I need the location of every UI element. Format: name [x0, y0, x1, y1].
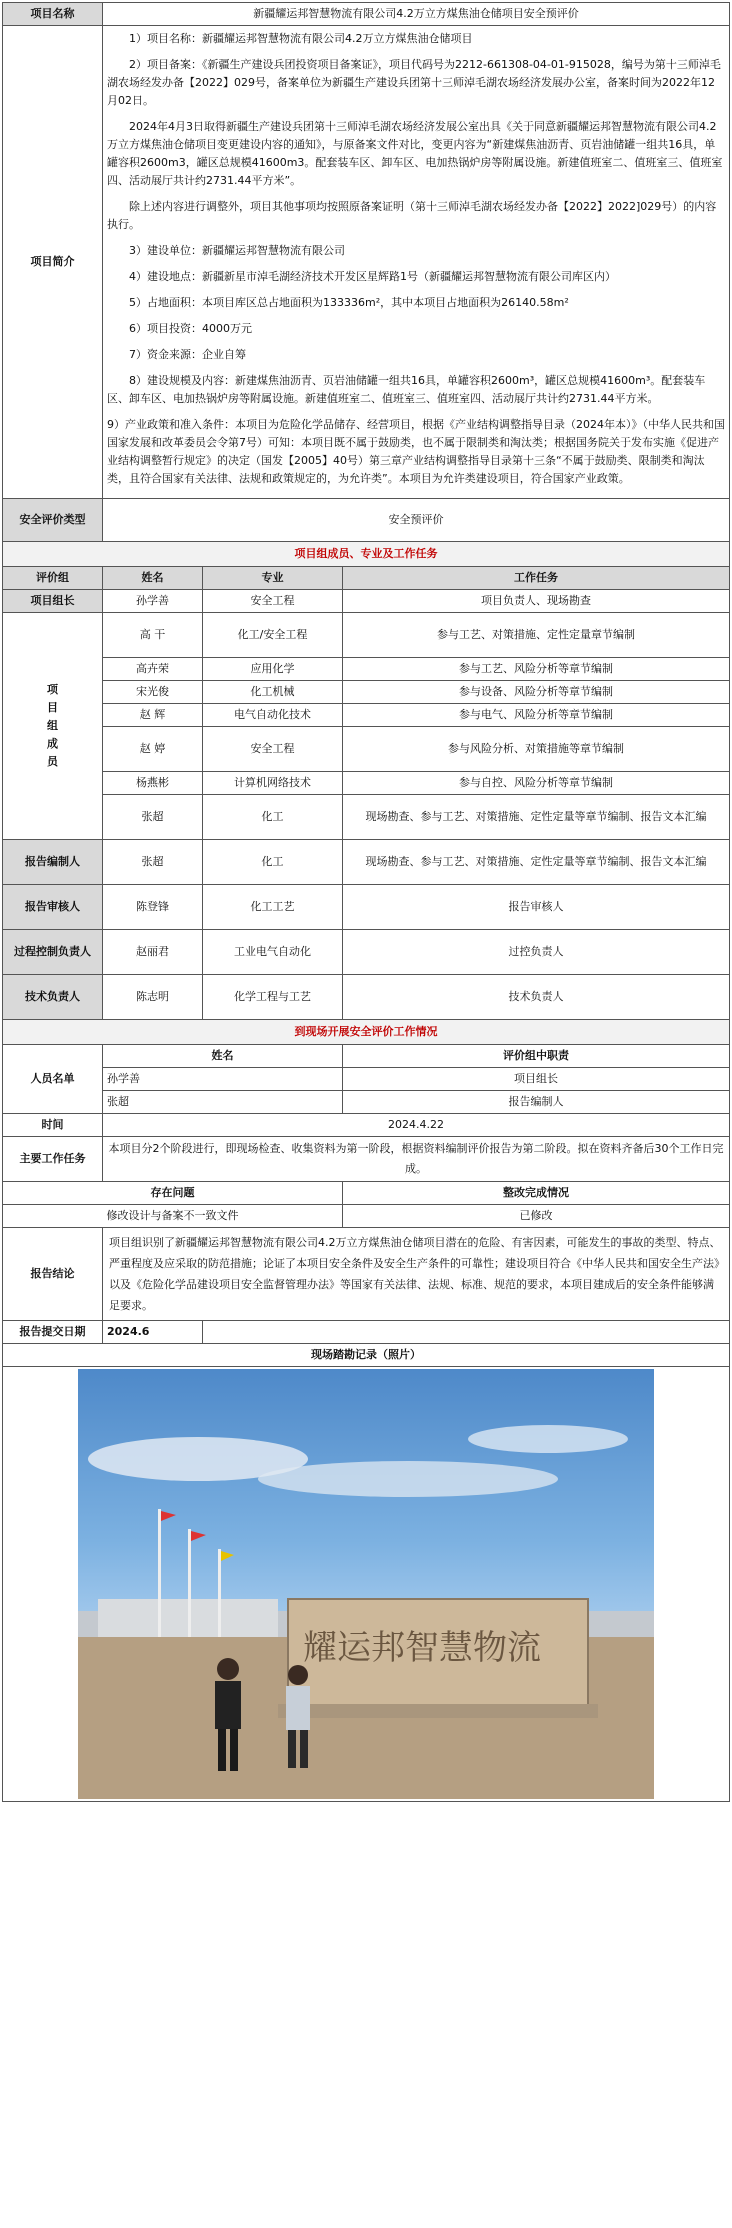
- issue-value: 修改设计与备案不一致文件: [3, 1205, 343, 1228]
- table-row: [3, 1137, 730, 1182]
- table-row: [3, 1091, 730, 1114]
- intro-paragraph: 6）项目投资：4000万元: [129, 322, 252, 335]
- table-row: [3, 681, 730, 704]
- submit-date-blank: [203, 1321, 730, 1344]
- col-header-group: 评价组: [3, 567, 103, 590]
- team-header-row: [3, 567, 730, 590]
- col-header-name: 姓名: [103, 567, 203, 590]
- member-major: 计算机网络技术: [203, 772, 343, 795]
- member-major: 化学工程与工艺: [203, 975, 343, 1020]
- member-task: 参与电气、风险分析等章节编制: [343, 704, 730, 727]
- member-major: 化工: [203, 795, 343, 840]
- member-name: 高卉荣: [103, 658, 203, 681]
- conclusion-value: 项目组识别了新疆耀运邦智慧物流有限公司4.2万立方煤焦油仓储项目潜在的危险、有害因素，可能发生的事故的类型、特点、严重程度及应采取的防范措施；论证了本项目安全条件及安全生产条件的可靠性；建设项目符合《中华人民共和国安全生产法》以及《危险化学品建设项目安全监督管理办法》等国家有关法律、法规、标准、规范的要求，本项目建成后的安全条件能够满足要求。: [103, 1228, 730, 1321]
- table-row: [3, 590, 730, 613]
- member-task: 过控负责人: [343, 930, 730, 975]
- photo-sign-text: 耀运邦智慧物流: [303, 1628, 541, 1668]
- fix-header: 整改完成情况: [343, 1182, 730, 1205]
- personnel-name-header: 姓名: [103, 1045, 343, 1068]
- table-row: [3, 1114, 730, 1137]
- team-section-title: 项目组成员、专业及工作任务: [3, 542, 730, 567]
- project-name-label: 项目名称: [3, 3, 103, 26]
- table-row: [3, 658, 730, 681]
- member-name: 孙学善: [103, 590, 203, 613]
- member-major: 电气自动化技术: [203, 704, 343, 727]
- member-task: 参与自控、风险分析等章节编制: [343, 772, 730, 795]
- fix-value: 已修改: [343, 1205, 730, 1228]
- member-task: 项目负责人、现场勘查: [343, 590, 730, 613]
- writer-label: 报告编制人: [3, 840, 103, 885]
- member-major: 工业电气自动化: [203, 930, 343, 975]
- table-row: [3, 1045, 730, 1068]
- member-task: 现场勘查、参与工艺、对策措施、定性定量等章节编制、报告文本汇编: [343, 795, 730, 840]
- member-name: 宋光俊: [103, 681, 203, 704]
- photo-cell: [3, 1367, 730, 1802]
- member-name: 赵 辉: [103, 704, 203, 727]
- personnel-label: 人员名单: [3, 1045, 103, 1114]
- main-task-label: 主要工作任务: [3, 1137, 103, 1182]
- project-name-row: [3, 3, 730, 26]
- member-major: 安全工程: [203, 727, 343, 772]
- member-major: 安全工程: [203, 590, 343, 613]
- person-duty: 项目组长: [343, 1068, 730, 1091]
- member-name: 赵 婷: [103, 727, 203, 772]
- members-label: 项目组成员: [3, 613, 103, 840]
- project-intro-row: [3, 26, 730, 499]
- main-task-value: 本项目分2个阶段进行，即现场检查、收集资料为第一阶段，根据资料编制评价报告为第二阶段。拟在资料齐备后30个工作日完成。: [103, 1137, 730, 1182]
- intro-paragraph: 除上述内容进行调整外，项目其他事项均按照原备案证明（第十三师淖毛湖农场经发办备【2022】2022]029号）的内容执行。: [107, 200, 717, 231]
- intro-paragraph: 4）建设地点：新疆新星市淖毛湖经济技术开发区星辉路1号（新疆耀运邦智慧物流有限公司库区内）: [129, 270, 616, 283]
- photo-title: 现场踏勘记录（照片）: [3, 1344, 730, 1367]
- site-photo: [78, 1369, 654, 1799]
- table-row: [3, 772, 730, 795]
- time-value: 2024.4.22: [103, 1114, 730, 1137]
- tech-lead-label: 技术负责人: [3, 975, 103, 1020]
- issue-header: 存在问题: [3, 1182, 343, 1205]
- intro-paragraph: 8）建设规模及内容：新建煤焦油沥青、页岩油储罐一组共16具，单罐容积2600m³，罐区总规模41600m³。配套装车区、卸车区、电加热锅炉房等附属设施。新建值班室二、值班室三、值班室四、活动展厅共计约2731.44平方米。: [107, 374, 706, 405]
- reviewer-label: 报告审核人: [3, 885, 103, 930]
- member-task: 现场勘查、参与工艺、对策措施、定性定量等章节编制、报告文本汇编: [343, 840, 730, 885]
- intro-paragraph: 2024年4月3日取得新疆生产建设兵团第十三师淖毛湖农场经济发展公室出具《关于同意新疆耀运邦智慧物流有限公司4.2万立方煤焦油仓储项目变更建设内容的通知》，与原备案文件对比，变更内容为“新建煤焦油沥青、页岩油储罐一组共16具，单罐容积2600m3，罐区总规模41600m3。配套装车区、卸车区、电加热锅炉房等附属设施。新建值班室二、值班室三、值班室四、活动展厅共计约2731.44平方米”。: [107, 120, 723, 187]
- submit-date-label: 报告提交日期: [3, 1321, 103, 1344]
- intro-paragraph: 1）项目名称：新疆耀运邦智慧物流有限公司4.2万立方煤焦油仓储项目: [129, 32, 473, 45]
- intro-paragraph: 7）资金来源：企业自筹: [129, 348, 246, 361]
- intro-paragraph: 5）占地面积：本项目库区总占地面积为133336m²，其中本项目占地面积为26140.58m²: [129, 296, 569, 309]
- member-task: 技术负责人: [343, 975, 730, 1020]
- table-row: [3, 704, 730, 727]
- member-major: 化工: [203, 840, 343, 885]
- leader-label: 项目组长: [3, 590, 103, 613]
- person-name: 张超: [103, 1091, 343, 1114]
- member-name: 赵丽君: [103, 930, 203, 975]
- project-name-value: 新疆耀运邦智慧物流有限公司4.2万立方煤焦油仓储项目安全预评价: [103, 3, 730, 26]
- member-name: 陈登锋: [103, 885, 203, 930]
- table-row: [3, 613, 730, 658]
- member-task: 报告审核人: [343, 885, 730, 930]
- table-row: [3, 930, 730, 975]
- time-label: 时间: [3, 1114, 103, 1137]
- eval-type-label: 安全评价类型: [3, 499, 103, 542]
- intro-paragraph: 3）建设单位：新疆耀运邦智慧物流有限公司: [129, 244, 345, 257]
- member-major: 应用化学: [203, 658, 343, 681]
- member-name: 杨燕彬: [103, 772, 203, 795]
- site-section-title: 到现场开展安全评价工作情况: [3, 1020, 730, 1045]
- eval-type-row: [3, 499, 730, 542]
- site-photo-illustration: [78, 1369, 654, 1799]
- table-row: [3, 1182, 730, 1205]
- member-name: 陈志明: [103, 975, 203, 1020]
- table-row: [3, 840, 730, 885]
- table-row: [3, 727, 730, 772]
- member-major: 化工/安全工程: [203, 613, 343, 658]
- table-row: [3, 1205, 730, 1228]
- member-task: 参与风险分析、对策措施等章节编制: [343, 727, 730, 772]
- table-row: [3, 885, 730, 930]
- member-name: 高 干: [103, 613, 203, 658]
- table-row: [3, 1321, 730, 1344]
- intro-paragraph: 9）产业政策和准入条件：本项目为危险化学品储存、经营项目，根据《产业结构调整指导目录（2024年本）》（中华人民共和国国家发展和改革委员会令第7号）可知：本项目既不属于鼓励类，也不属于限制类和淘汰类；根据国务院关于发布实施《促进产业结构调整暂行规定》的决定（国发【2005】40号）第三章产业结构调整指导目录第十三条“不属于鼓励类、限制类和淘汰类，且符合国家有关法律、法规和政策规定的，为允许类”。本项目为允许类建设项目，符合国家产业政策。: [107, 418, 725, 485]
- member-major: 化工机械: [203, 681, 343, 704]
- personnel-duty-header: 评价组中职责: [343, 1045, 730, 1068]
- member-major: 化工工艺: [203, 885, 343, 930]
- process-control-label: 过程控制负责人: [3, 930, 103, 975]
- member-task: 参与工艺、风险分析等章节编制: [343, 658, 730, 681]
- submit-date-value: 2024.6: [103, 1321, 203, 1344]
- member-name: 张超: [103, 795, 203, 840]
- table-row: [3, 795, 730, 840]
- eval-type-value: 安全预评价: [103, 499, 730, 542]
- person-name: 孙学善: [103, 1068, 343, 1091]
- project-intro-label: 项目简介: [3, 26, 103, 499]
- table-row: [3, 1068, 730, 1091]
- member-task: 参与工艺、对策措施、定性定量章节编制: [343, 613, 730, 658]
- evaluation-record-table: [2, 2, 730, 1802]
- member-task: 参与设备、风险分析等章节编制: [343, 681, 730, 704]
- person-duty: 报告编制人: [343, 1091, 730, 1114]
- col-header-major: 专业: [203, 567, 343, 590]
- intro-paragraph: 2）项目备案：《新疆生产建设兵团投资项目备案证》，项目代码号为2212-661308-04-01-915028，编号为第十三师淖毛湖农场经发办备【2022】029号，备案单位为新疆生产建设兵团第十三师淖毛湖农场经济发展办公室，备案时间为2022年12月02日。: [107, 58, 721, 107]
- member-name: 张超: [103, 840, 203, 885]
- project-intro-content: [103, 26, 730, 499]
- table-row: [3, 975, 730, 1020]
- table-row: [3, 1228, 730, 1321]
- conclusion-label: 报告结论: [3, 1228, 103, 1321]
- col-header-task: 工作任务: [343, 567, 730, 590]
